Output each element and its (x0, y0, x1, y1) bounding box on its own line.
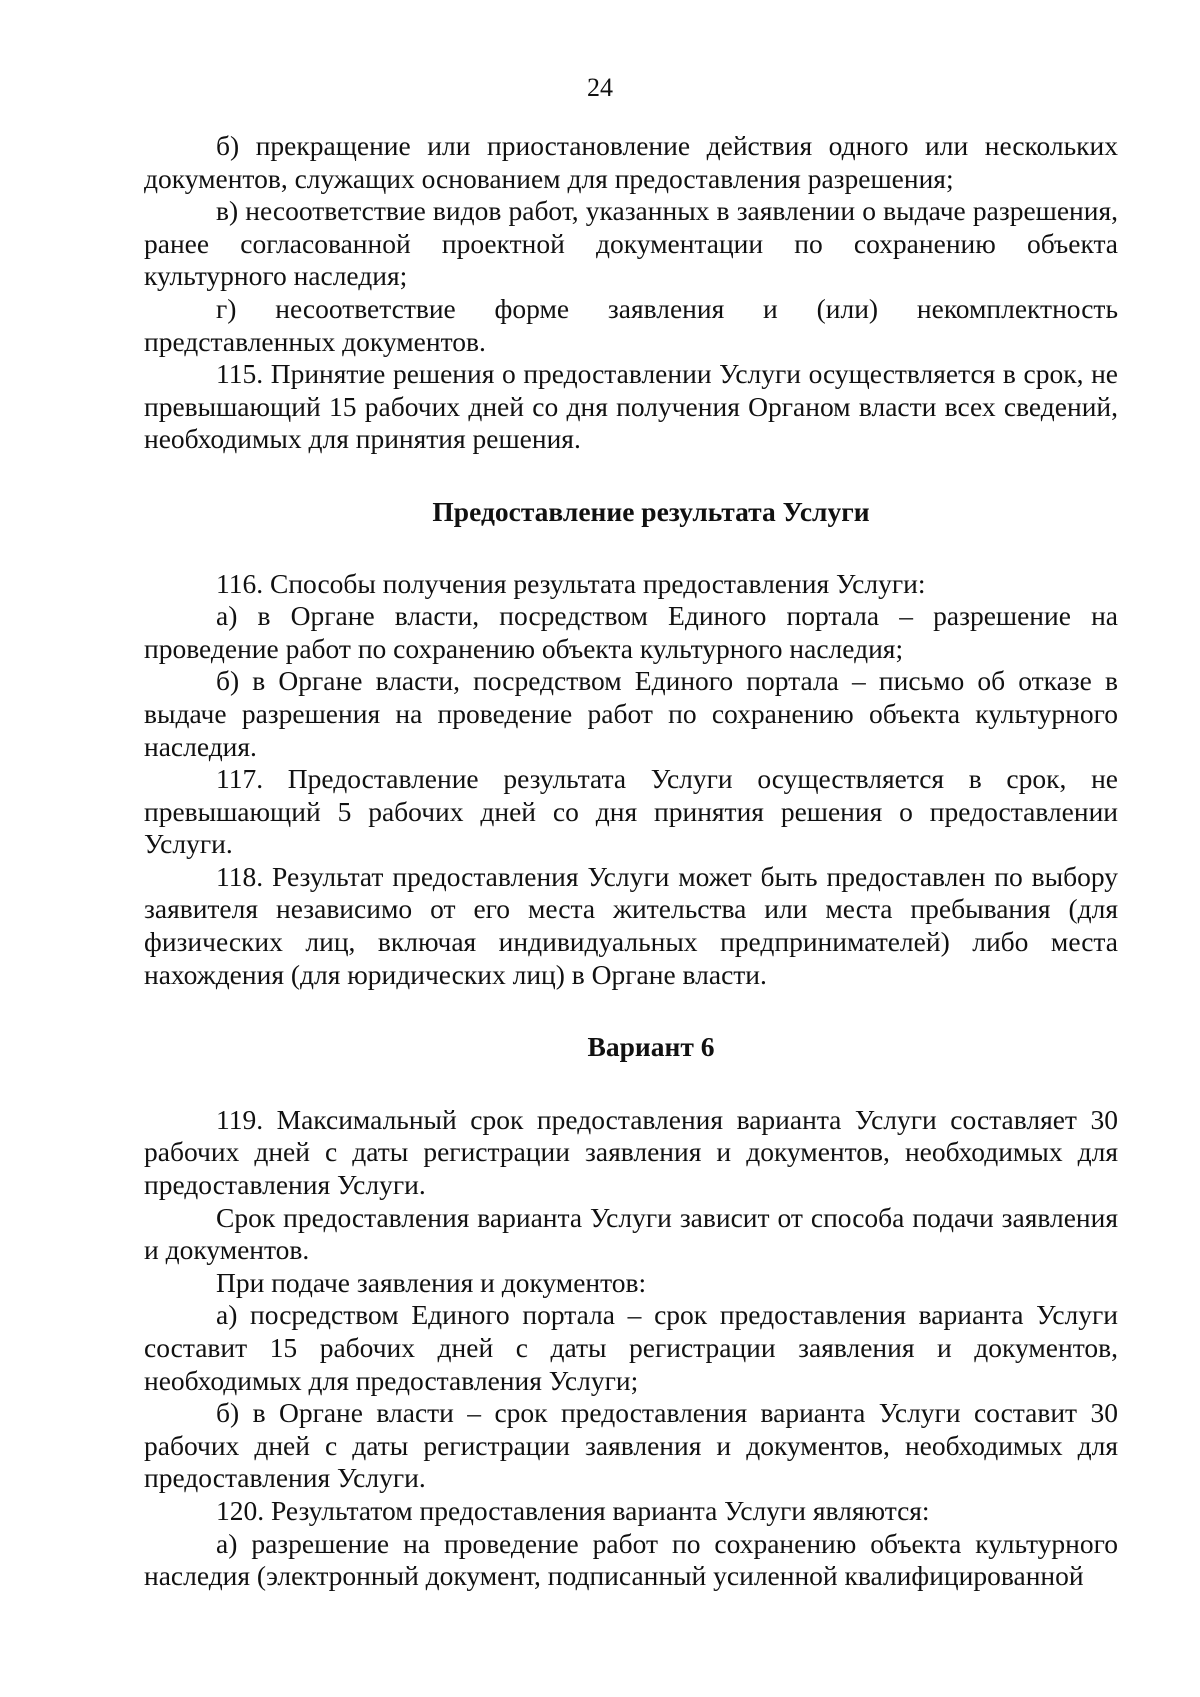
document-body (144, 130, 1118, 1593)
page-number: 24 (587, 73, 613, 102)
paragraph-submission-b: б) в Органе власти – срок предоставления варианта Услуги составит 30 рабочих дней с даты регистрации заявления и документов, необходимых для предоставления Услуги. (144, 1397, 1118, 1494)
paragraph-v-mismatch: в) несоответствие видов работ, указанных в заявлении о выдаче разрешения, ранее согласованной проектной документации по сохранению объекта культурного наследия; (144, 195, 1118, 292)
paragraph-117: 117. Предоставление результата Услуги осуществляется в срок, не превышающий 5 рабочих дней со дня принятия решения о предоставлении Услуги. (144, 763, 1118, 860)
paragraph-b-termination: б) прекращение или приостановление действия одного или нескольких документов, служащих основанием для предоставления разрешения; (144, 130, 1118, 194)
paragraph-120-a: а) разрешение на проведение работ по сохранению объекта культурного наследия (электронный документ, подписанный усиленной квалифицированной (144, 1527, 1118, 1592)
paragraph-116-a: а) в Органе власти, посредством Единого портала – разрешение на проведение работ по сохранению объекта культурного наследия; (144, 600, 1118, 664)
paragraph-submission-a: а) посредством Единого портала – срок предоставления варианта Услуги составит 15 рабочих дней с даты регистрации заявления и документов, необходимых для предоставления Услуги; (144, 1299, 1118, 1396)
section-heading-result: Предоставление результата Услуги (432, 495, 870, 527)
paragraph-118: 118. Результат предоставления Услуги может быть предоставлен по выбору заявителя независимо от его места жительства или места пребывания (для физических лиц, включая индивидуальных предпринимателей) либо места нахождения (для юридических лиц) в Органе власти. (144, 860, 1118, 990)
paragraph-116: 116. Способы получения результата предоставления Услуги: (216, 567, 926, 599)
paragraph-116-b: б) в Органе власти, посредством Единого портала – письмо об отказе в выдаче разрешения на проведение работ по сохранению объекта культурного наследия. (144, 665, 1118, 762)
section-heading-variant-6: Вариант 6 (587, 1031, 715, 1063)
paragraph-term-depends: Срок предоставления варианта Услуги зависит от способа подачи заявления и документов. (144, 1201, 1118, 1266)
paragraph-119: 119. Максимальный срок предоставления варианта Услуги составляет 30 рабочих дней с даты регистрации заявления и документов, необходимых для предоставления Услуги. (144, 1103, 1118, 1201)
paragraph-g-form: г) несоответствие форме заявления и (или) некомплектность представленных документов. (144, 292, 1118, 357)
paragraph-120: 120. Результатом предоставления варианта Услуги являются: (216, 1494, 930, 1526)
paragraph-115: 115. Принятие решения о предоставлении Услуги осуществляется в срок, не превышающий 15 рабочих дней со дня получения Органом власти всех сведений, необходимых для принятия решения. (144, 358, 1118, 455)
paragraph-submission: При подаче заявления и документов: (216, 1266, 647, 1298)
